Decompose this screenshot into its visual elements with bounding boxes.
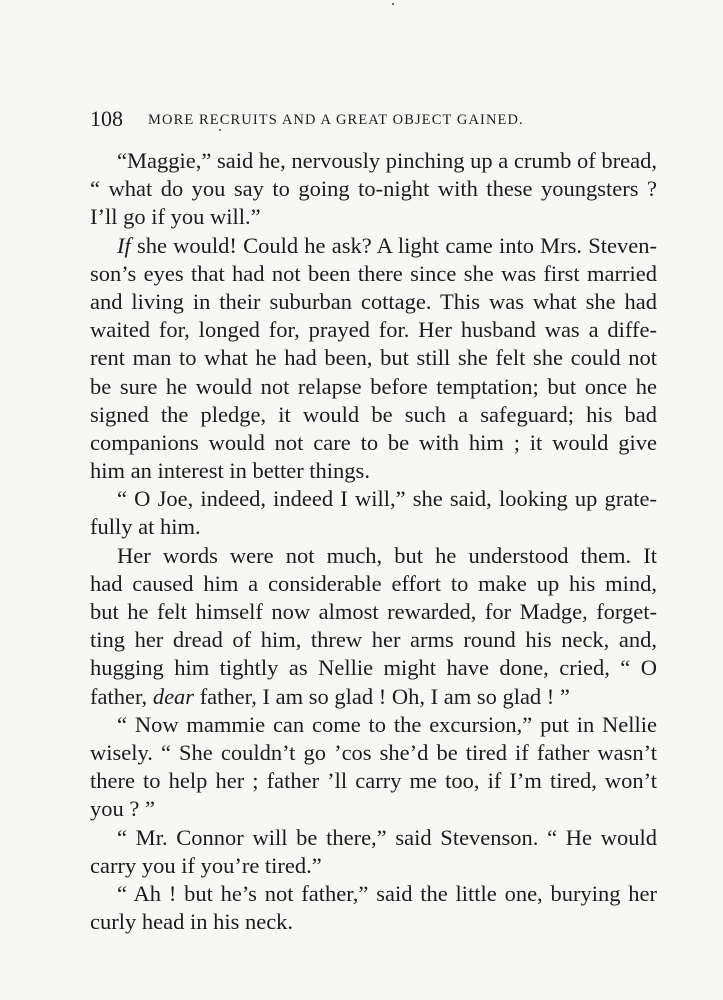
text-line: father, dear father, I am so glad ! Oh, I am so glad ! ” bbox=[90, 683, 570, 709]
text-line: “ Mr. Connor will be there,” said Stevenson. “ He would bbox=[117, 824, 657, 850]
text-line: “ what do you say to going to-night with these youngsters ? bbox=[90, 176, 657, 202]
text-line: curly head in his neck. bbox=[90, 909, 294, 935]
text-line: there to help her ; father ’ll carry me too, if I’m tired, won’t bbox=[90, 768, 657, 794]
text-line: him an interest in better things. bbox=[90, 458, 370, 484]
text-line: Her words were not much, but he understood them. It bbox=[117, 542, 657, 568]
page-number: 108 bbox=[90, 106, 123, 131]
text-line: ting her dread of him, threw her arms round his neck, and, bbox=[90, 627, 657, 653]
text-line: waited for, longed for, prayed for. Her husband was a diffe- bbox=[90, 317, 657, 343]
text-line: “ Now mammie can come to the excursion,” put in Nellie bbox=[117, 711, 657, 737]
text-line: rent man to what he had been, but still she felt she could not bbox=[90, 345, 657, 371]
text-line: I’ll go if you will.” bbox=[90, 204, 261, 230]
text-line: son’s eyes that had not been there since she was first married bbox=[90, 260, 657, 286]
text-line: “ O Joe, indeed, indeed I will,” she said, looking up grate- bbox=[117, 486, 657, 512]
body-text bbox=[90, 147, 657, 936]
text-line: wisely. “ She couldn’t go ’cos she’d be tired if father wasn’t bbox=[90, 739, 657, 765]
text-line: “ Ah ! but he’s not father,” said the little one, burying her bbox=[117, 880, 657, 906]
print-mark bbox=[392, 3, 394, 5]
text-line: If she would! Could he ask? A light came into Mrs. Steven- bbox=[117, 232, 657, 258]
text-line: had caused him a considerable effort to make up his mind, bbox=[90, 570, 657, 596]
text-line: but he felt himself now almost rewarded, for Madge, forget- bbox=[90, 599, 657, 624]
text-line: carry you if you’re tired.” bbox=[90, 852, 322, 878]
text-line: “Maggie,” said he, nervously pinching up a crumb of bread, bbox=[117, 148, 657, 173]
text-line: be sure he would not relapse before temptation; but once he bbox=[90, 373, 657, 399]
text-line: hugging him tightly as Nellie might have done, cried, “ O bbox=[90, 655, 657, 681]
text-line: and living in their suburban cottage. This was what she had bbox=[90, 288, 657, 314]
text-line: fully at him. bbox=[90, 514, 201, 540]
running-head bbox=[90, 104, 590, 134]
text-line: you ? ” bbox=[90, 796, 155, 822]
running-title: MORE RECRUITS AND A GREAT OBJECT GAINED. bbox=[148, 112, 524, 128]
text-line: companions would not care to be with him ; it would give bbox=[90, 429, 657, 455]
text-line: signed the pledge, it would be such a safeguard; his bad bbox=[90, 401, 657, 427]
